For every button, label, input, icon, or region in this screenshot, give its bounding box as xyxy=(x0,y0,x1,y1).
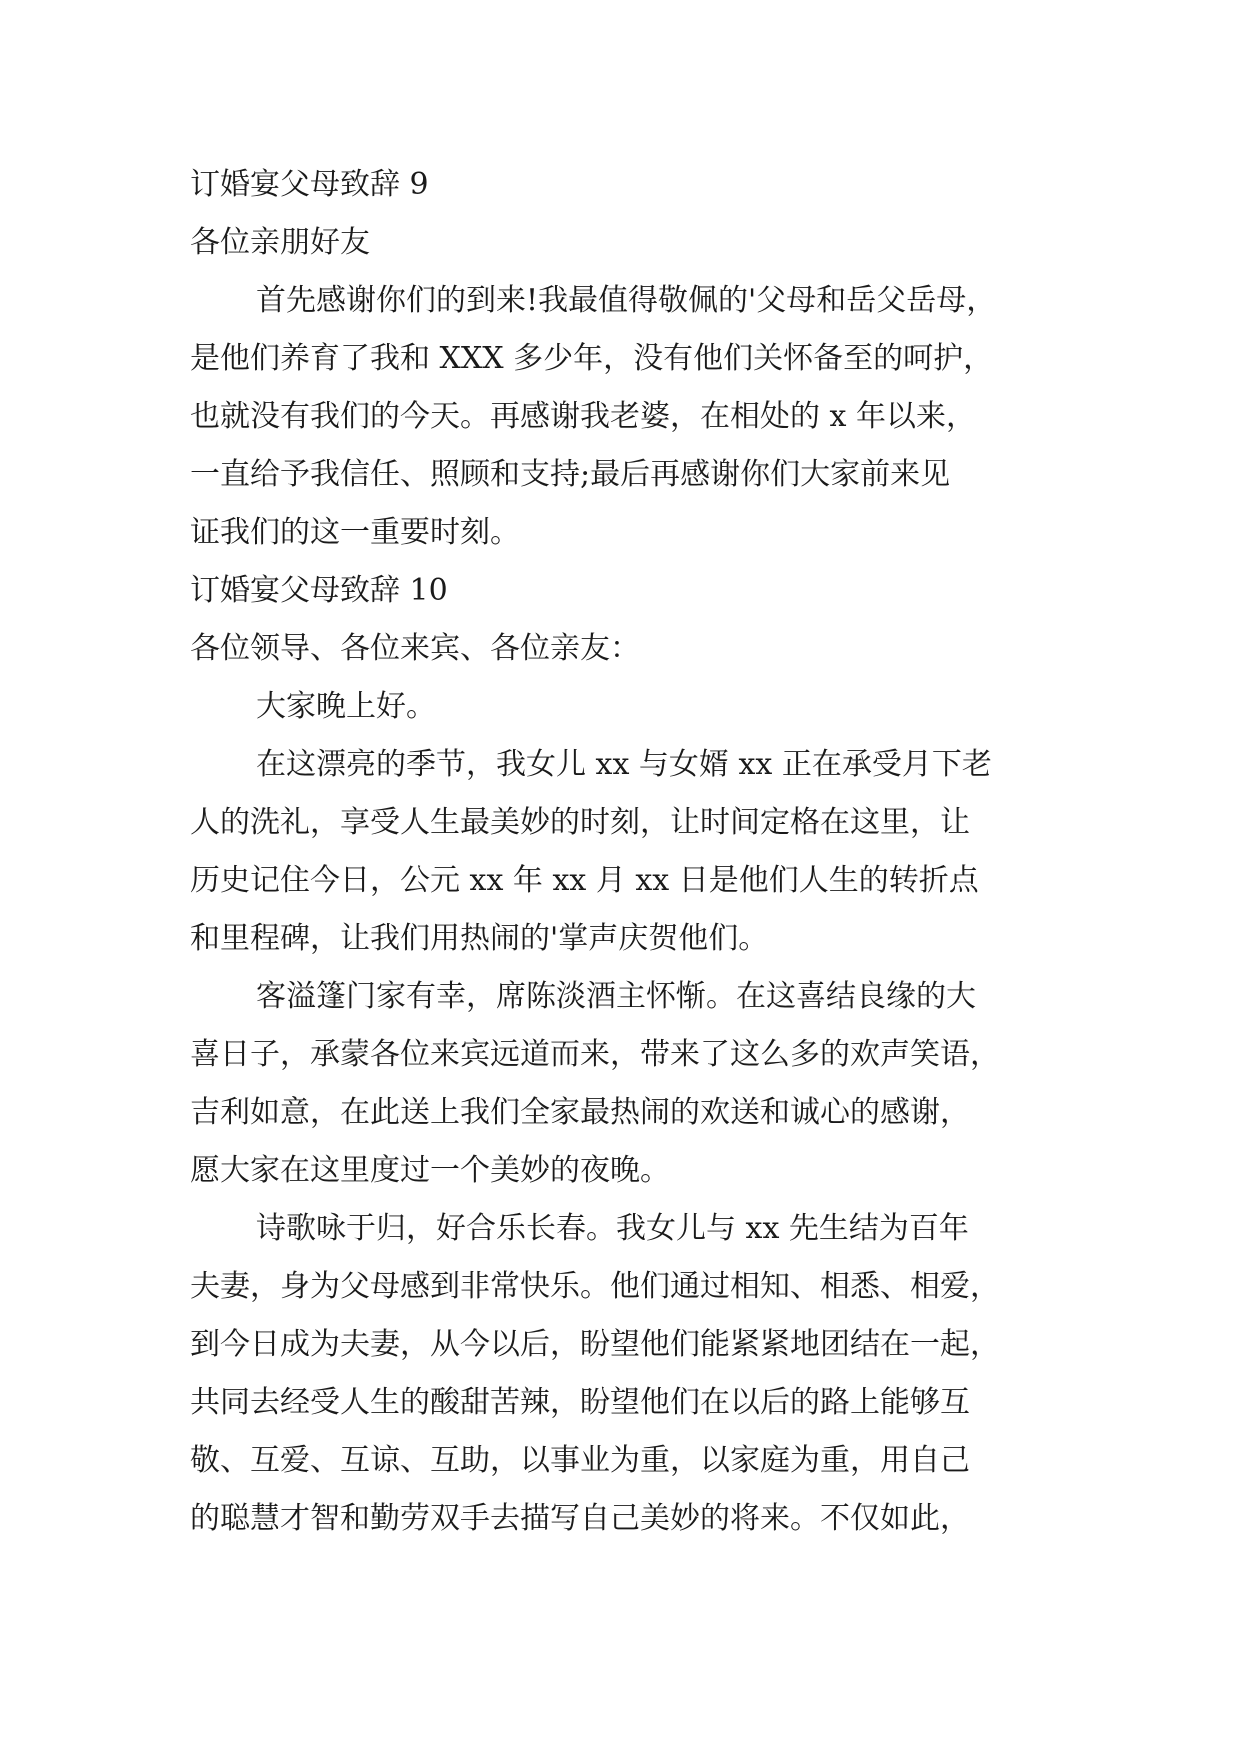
section-title: 订婚宴父母致辞 9 xyxy=(190,167,429,202)
paragraph-line: 历史记住今日，公元 xx 年 xx 月 xx 日是他们人生的转折点 xyxy=(190,863,979,898)
paragraph-line: 和里程碑，让我们用热闹的'掌声庆贺他们。 xyxy=(190,921,769,956)
paragraph-line: 诗歌咏于归，好合乐长春。我女儿与 xx 先生结为百年 xyxy=(256,1211,969,1246)
paragraph-line: 的聪慧才智和勤劳双手去描写自己美妙的将来。不仅如此， xyxy=(190,1501,970,1536)
paragraph-line: 客溢篷门家有幸，席陈淡酒主怀惭。在这喜结良缘的大 xyxy=(256,979,976,1014)
paragraph-line: 吉利如意，在此送上我们全家最热闹的欢送和诚心的感谢， xyxy=(190,1095,970,1130)
paragraph-line: 也就没有我们的今天。再感谢我老婆，在相处的 x 年以来， xyxy=(190,399,976,434)
paragraph-line: 大家晚上好。 xyxy=(256,689,436,724)
paragraph-line: 喜日子，承蒙各位来宾远道而来，带来了这么多的欢声笑语， xyxy=(190,1037,1000,1072)
paragraph-line: 证我们的这一重要时刻。 xyxy=(190,515,520,550)
paragraph-line: 到今日成为夫妻，从今以后，盼望他们能紧紧地团结在一起， xyxy=(190,1327,1000,1362)
paragraph-line: 愿大家在这里度过一个美妙的夜晚。 xyxy=(190,1153,670,1188)
paragraph-line: 夫妻，身为父母感到非常快乐。他们通过相知、相悉、相爱， xyxy=(190,1269,1000,1304)
paragraph-line: 共同去经受人生的酸甜苦辣，盼望他们在以后的路上能够互 xyxy=(190,1385,970,1420)
salutation: 各位领导、各位来宾、各位亲友： xyxy=(190,631,640,666)
paragraph-line: 是他们养育了我和 XXX 多少年，没有他们关怀备至的呵护， xyxy=(190,341,994,376)
section-title: 订婚宴父母致辞 10 xyxy=(190,573,448,608)
paragraph-line: 在这漂亮的季节，我女儿 xx 与女婿 xx 正在承受月下老 xyxy=(256,747,992,782)
paragraph-line: 人的洗礼，享受人生最美妙的时刻，让时间定格在这里，让 xyxy=(190,805,970,840)
salutation: 各位亲朋好友 xyxy=(190,225,370,260)
paragraph-line: 一直给予我信任、照顾和支持;最后再感谢你们大家前来见 xyxy=(190,457,951,492)
paragraph-line: 敬、互爱、互谅、互助，以事业为重，以家庭为重，用自己 xyxy=(190,1443,970,1478)
paragraph-line: 首先感谢你们的到来!我最值得敬佩的'父母和岳父岳母， xyxy=(256,283,997,318)
